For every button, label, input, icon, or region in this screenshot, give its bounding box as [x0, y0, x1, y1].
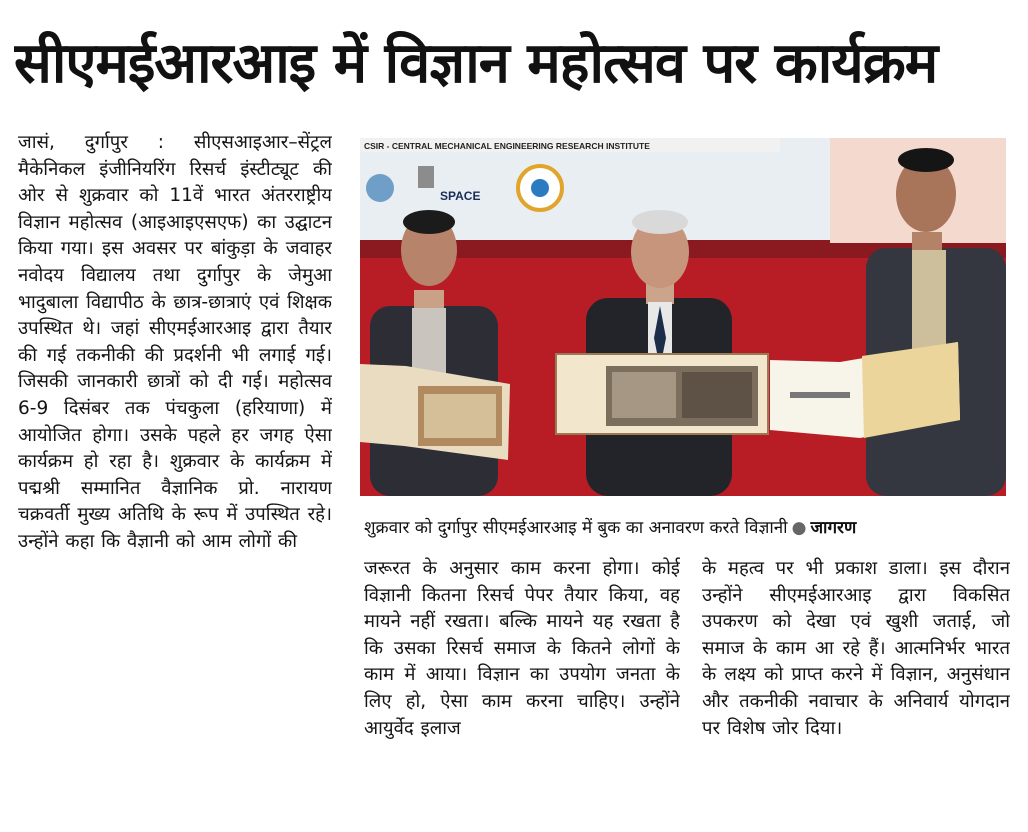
- caption-bullet: ●: [791, 518, 807, 538]
- caption-text: शुक्रवार को दुर्गापुर सीएमईआरआइ में बुक का अनावरण करते विज्ञानी: [364, 518, 788, 538]
- emblem-logo: [418, 166, 434, 188]
- article-column-1: जासं, दुर्गापुर : सीएसआइआर–सेंट्रल मैकेनिकल इंजीनियरिंग रिसर्च इंस्टीट्यूट की ओर से शुक्रवार को 11वें भारत अंतरराष्ट्रीय विज्ञान महोत्सव (आइआइएसएफ) का उद्घाटन किया गया। इस अवसर पर बांकुड़ा के जवाहर नवोदय विद्यालय तथा दुर्गापुर के जेमुआ भादुबाला विद्यापीठ के छात्र-छात्राएं एवं शिक्षक उपस्थित थे। जहां सीएमईआरआइ द्वारा तैयार की गई तकनीकी की प्रदर्शनी भी लगाई गई। जिसकी जानकारी छात्रों को दी गई। महोत्सव 6-9 दिसंबर तक पंचकुला (हरियाणा) में आयोजित होगा। उसके पहले हर जगह ऐसा कार्यक्रम हो रहा है। शुक्रवार के कार्यक्रम में पद्मश्री सम्मानित वैज्ञानिक प्रो. नारायण चक्रवर्ती मुख्य अतिथि के रूप में उपस्थित रहे। उन्होंने कहा कि वैज्ञानी को आम लोगों की: [18, 132, 332, 552]
- headline: सीएमईआरआइ में विज्ञान महोत्सव पर कार्यक्रम: [14, 31, 938, 96]
- photo-caption: [364, 510, 1010, 546]
- photo-banner-text: CSIR - CENTRAL MECHANICAL ENGINEERING RESEARCH INSTITUTE: [364, 141, 650, 151]
- article-column-2: जरूरत के अनुसार काम करना होगा। कोई विज्ञानी कितना रिसर्च पेपर तैयार किया, वह मायने नहीं रखता। बल्कि मायने यह रखता है कि उसका रिसर्च समाज के कितने लोगों के काम में आया। विज्ञान का उपयोग जनता के लिए हो, ऐसा काम करना चाहिए। उन्होंने आयुर्वेद इलाज: [364, 558, 680, 739]
- caption-credit: जागरण: [810, 518, 857, 538]
- article-column-3: के महत्व पर भी प्रकाश डाला। इस दौरान उन्होंने सीएमईआरआइ द्वारा विकसित उपकरण को देखा एवं खुशी जताई, जो समाज के काम आ रहे हैं। आत्मनिर्भर भारत के लक्ष्य को प्राप्त करने में विज्ञान, अनुसंधान और तकनीकी नवाचार के अनिवार्य योगदान पर विशेष जोर दिया।: [702, 558, 1010, 739]
- news-photo: [360, 138, 1006, 496]
- space-logo-text: SPACE: [440, 189, 481, 203]
